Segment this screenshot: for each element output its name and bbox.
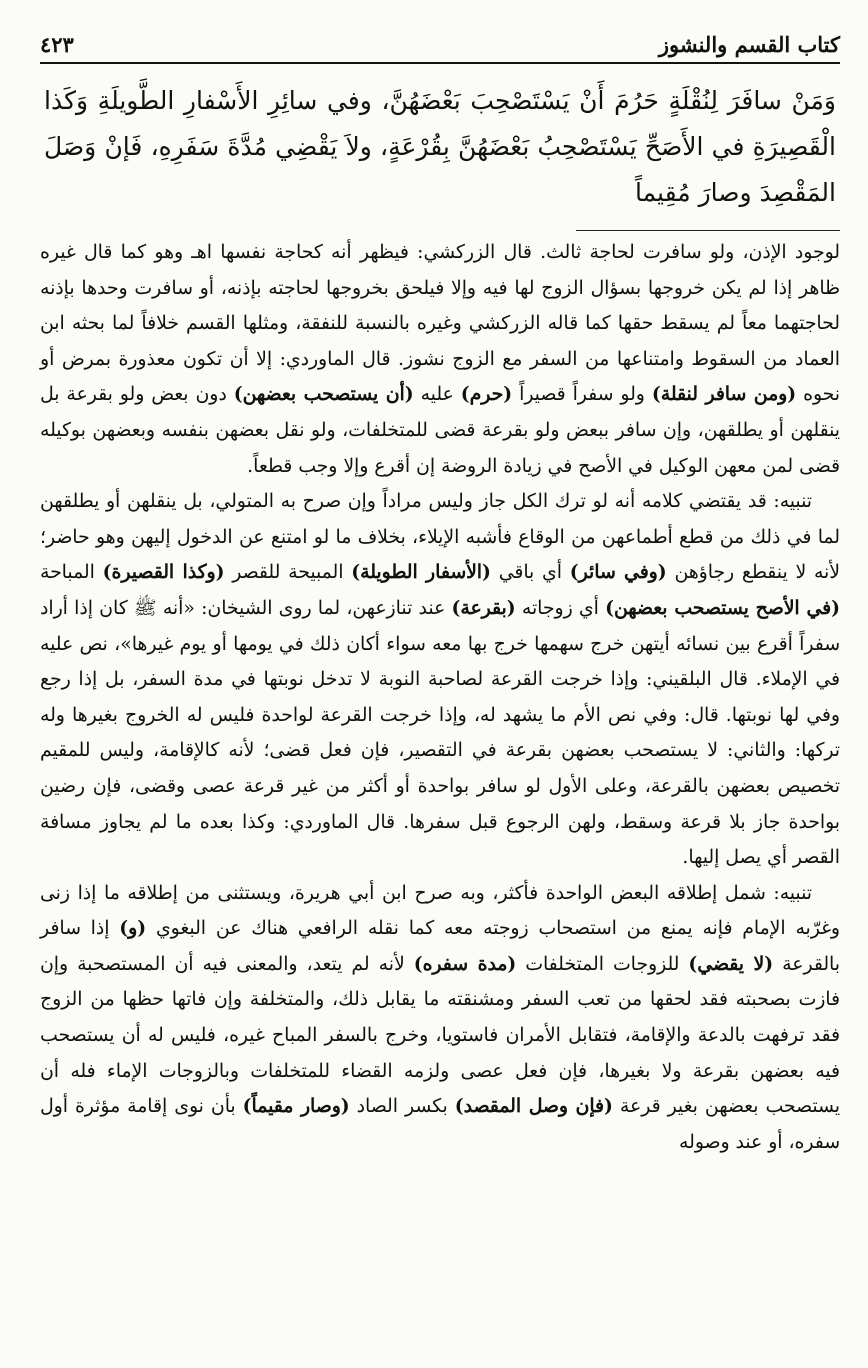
commentary-text [40, 235, 840, 1160]
matn-text: وَمَنْ سافَرَ لِنُقْلَةٍ حَرُمَ أَنْ يَسْتَصْحِبَ بَعْضَهُنَّ، وفي سائِرِ الأَسْفارِ الطَّويلَةِ وَكَذا الْقَصِيرَةِ في الأَصَحِّ يَسْتَصْحِبُ بَعْضَهُنَّ بِقُرْعَةٍ، ولاَ يَقْضِي مُدَّةَ سَفَرِهِ، فَإنْ وَصَلَ المَقْصِدَ وصارَ مُقِيماً [44, 86, 836, 207]
book-page [40, 22, 840, 1352]
page-header [40, 22, 840, 64]
commentary-paragraph-3: تنبيه: شمل إطلاقه البعض الواحدة فأكثر، وبه صرح ابن أبي هريرة، ويستثنى من إطلاقه ما إذا زنى وغرّبه الإمام فإنه يمنع من استصحاب زوجته معه كما نقله الرافعي هناك عن البغوي (و) إذا سافر بالقرعة (لا يقضي) للزوجات المتخلفات (مدة سفره) لأنه لم يتعد، والمعنى فيه أن المستصحبة وإن فازت بصحبته فقد لحقها من تعب السفر ومشنقته ما يقابل ذلك، والمتخلفة وإن فاتها حظها من الزوج فقد ترفهت بالدعة والإقامة، فتقابل الأمران فاستويا، وخرج بالسفر المباح غيره، فليس له أن يستصحب فيه بعضهن بقرعة ولا بغيرها، فإن فعل عصى ولزمه القضاء للمتخلفات وبالزوجات الإماء فله أن يستصحب بعضهن بغير قرعة (فإن وصل المقصد) بكسر الصاد (وصار مقيماً) بأن نوى إقامة مؤثرة أول سفره، أو عند وصوله [40, 882, 840, 1153]
commentary-paragraph-2: تنبيه: قد يقتضي كلامه أنه لو ترك الكل جاز وليس مراداً وإن صرح به المتولي، بل ينقلهن أو يطلقهن لما في ذلك من قطع أطماعهن من الوقاع فأشبه الإيلاء، بخلاف ما لو امتنع عن الدخول إليهن وهو حاضر؛ لأنه لا ينقطع رجاؤهن (وفي سائر) أي باقي (الأسفار الطويلة) المبيحة للقصر (وكذا القصيرة) المباحة (في الأصح يستصحب بعضهن) أي زوجاته (بقرعة) عند تنازعهن، لما روى الشيخان: «أنه ﷺ كان إذا أراد سفراً أقرع بين نسائه أيتهن خرج سهمها خرج بها معه سواء أكان ذلك في يومها أو يوم غيرها»، نص عليه في الإملاء. قال البلقيني: وإذا خرجت القرعة لصاحبة النوبة لا تدخل نوبتها في مدة السفر، بل إذا رجع وفي لها نوبتها. قال: وفي نص الأم ما يشهد له، وإذا خرجت القرعة لواحدة فليس له الخروج بغيرها وله تركها: والثاني: لا يستصحب بعضهن بقرعة في التقصير، فإن فعل قضى؛ لأنه كالإقامة، وليس للمقيم تخصيص بعضهن بالقرعة، وعلى الأول لو سافر بواحدة أو أكثر من غير قرعة عصى وقضى، فإن رضين بواحدة جاز بلا قرعة وسقط، ولهن الرجوع قبل سفرها. قال الماوردي: وكذا بعده ما لم يجاوز مسافة القصر أي يصل إليها. [40, 491, 840, 869]
commentary-paragraph-1: لوجود الإذن، ولو سافرت لحاجة ثالث. قال الزركشي: فيظهر أنه كحاجة نفسها اهـ وهو كما قال غيره ظاهر إذا لم يكن خروجها بسؤال الزوج لها فيه وإلا فيلحق بخروجها لحاجته بإذنه، أو سافرت وحدها بإذنه لحاجتهما معاً لم يسقط حقها كما قاله الزركشي وغيره بالنسبة للنفقة، ومثلها القسم خلافاً لما بحثه ابن العماد من السقوط وامتناعها من السفر مع الزوج نشوز. قال الماوردي: إلا أن تكون معذورة بمرض أو نحوه (ومن سافر لنقلة) ولو سفراً قصيراً (حرم) عليه (أن يستصحب بعضهن) دون بعض ولو بقرعة بل ينقلهن أو يطلقهن، وإن سافر ببعض ولو بقرعة قضى للمتخلفات، ولو نقل بعضهن بنفسه وبعضهن بوكيله قضى لمن معهن الوكيل في الأصح في زيادة الروضة إن أقرع وإلا وجب قطعاً. [40, 242, 840, 477]
footnote-separator-rule [576, 230, 840, 231]
page-number: ٤٢٣ [40, 32, 74, 57]
running-title: كتاب القسم والنشوز [658, 32, 840, 57]
